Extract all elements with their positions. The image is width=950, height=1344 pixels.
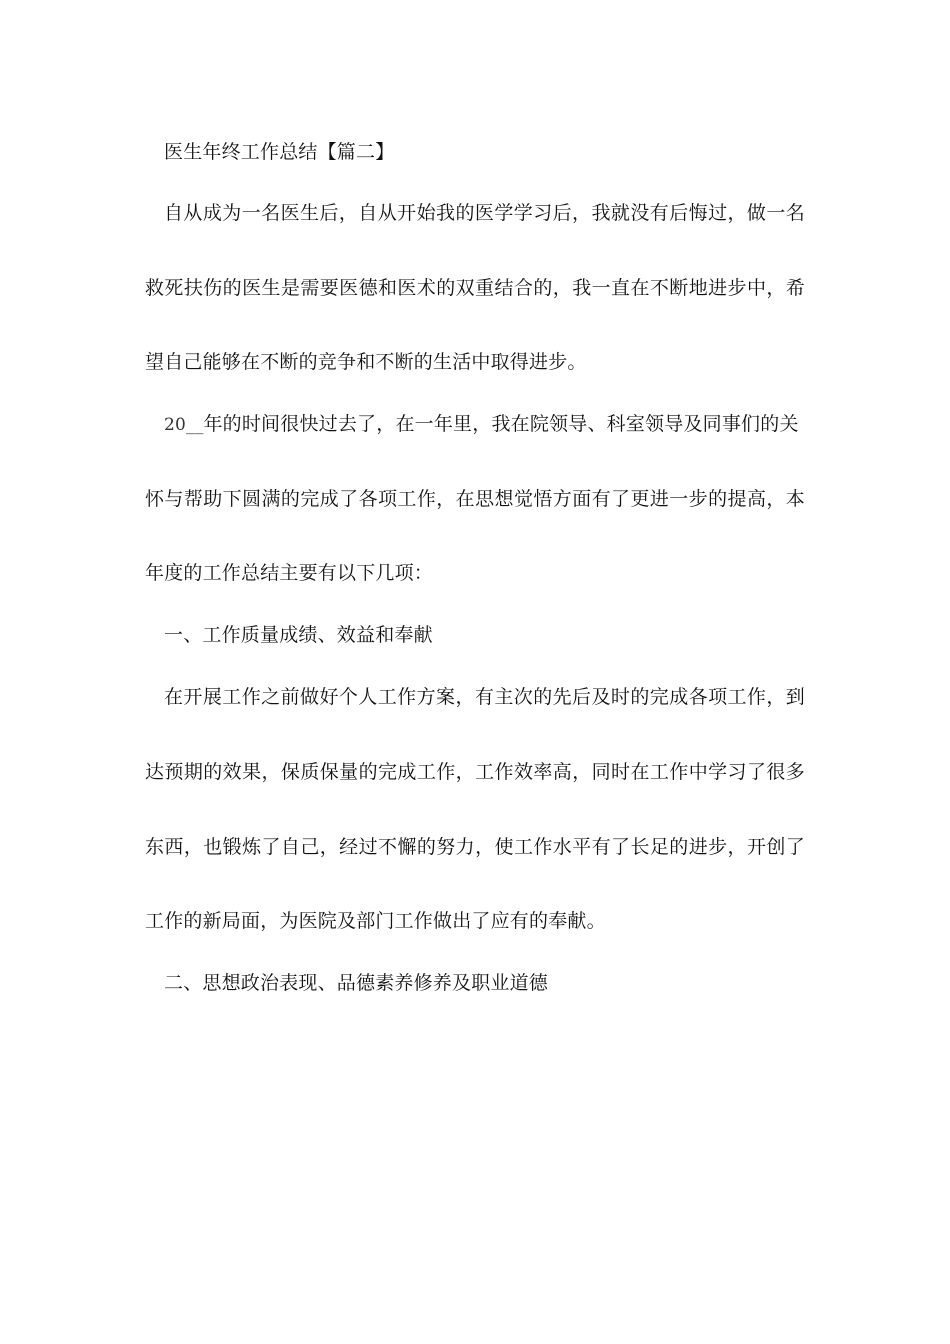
- section-2-heading: 二、思想政治表现、品德素养修养及职业道德: [164, 972, 549, 994]
- paragraph-3-line-3: 东西，也锻炼了自己，经过不懈的努力，使工作水平有了长足的进步，开创了: [145, 836, 805, 858]
- paragraph-3-line-1: 在开展工作之前做好个人工作方案，有主次的先后及时的完成各项工作，到: [164, 686, 805, 708]
- paragraph-2-line-2: 怀与帮助下圆满的完成了各项工作，在思想觉悟方面有了更进一步的提高，本: [145, 488, 805, 510]
- year-placeholder: 20__: [164, 415, 204, 435]
- paragraph-3-line-2: 达预期的效果，保质保量的完成工作，工作效率高，同时在工作中学习了很多: [145, 761, 805, 783]
- paragraph-3-line-4: 工作的新局面，为医院及部门工作做出了应有的奉献。: [145, 910, 606, 932]
- document-title: 医生年终工作总结【篇二】: [164, 141, 395, 163]
- paragraph-1-line-2: 救死扶伤的医生是需要医德和医术的双重结合的，我一直在不断地进步中，希: [145, 277, 805, 299]
- section-1-heading: 一、工作质量成绩、效益和奉献: [164, 624, 433, 646]
- paragraph-2-line-1-text: 年的时间很快过去了，在一年里，我在院领导、科室领导及同事们的关: [203, 413, 799, 435]
- paragraph-2-line-3: 年度的工作总结主要有以下几项：: [145, 562, 434, 584]
- paragraph-2-line-1: [164, 411, 805, 438]
- paragraph-1-line-3: 望自己能够在不断的竞争和不断的生活中取得进步。: [145, 351, 587, 373]
- paragraph-1-line-1: 自从成为一名医生后，自从开始我的医学学习后，我就没有后悔过，做一名: [164, 202, 805, 224]
